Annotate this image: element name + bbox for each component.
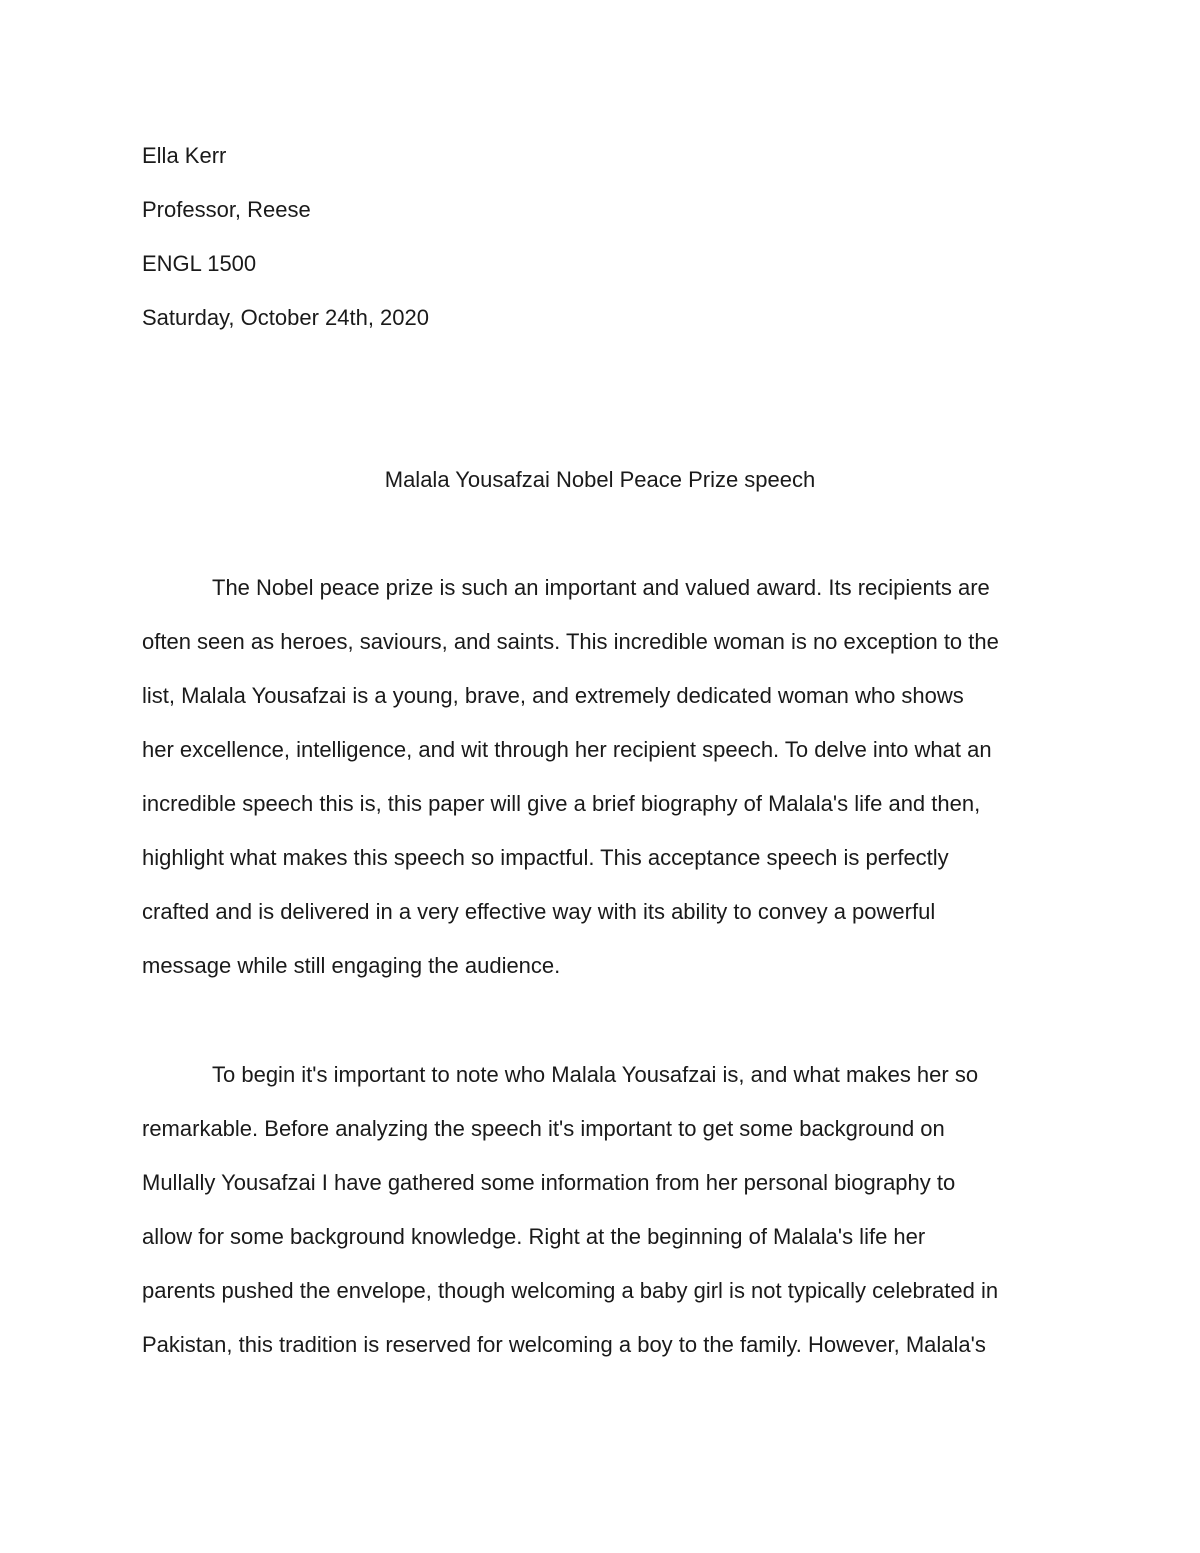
document-title: Malala Yousafzai Nobel Peace Prize speech: [384, 467, 816, 492]
paragraph-line: often seen as heroes, saviours, and saints. This incredible woman is no exception to the: [142, 629, 999, 654]
paragraph-line: To begin it's important to note who Malala Yousafzai is, and what makes her so: [212, 1062, 979, 1087]
professor-name: Professor, Reese: [142, 197, 311, 222]
submission-date: Saturday, October 24th, 2020: [142, 305, 429, 330]
paragraph-line: highlight what makes this speech so impactful. This acceptance speech is perfectly: [142, 845, 949, 870]
paragraph-line: parents pushed the envelope, though welcoming a baby girl is not typically celebrated in: [142, 1278, 999, 1303]
paragraph-line: incredible speech this is, this paper will give a brief biography of Malala's life and then,: [142, 791, 981, 816]
paragraph-line: allow for some background knowledge. Right at the beginning of Malala's life her: [142, 1224, 926, 1249]
paragraph-line: her excellence, intelligence, and wit through her recipient speech. To delve into what an: [142, 737, 992, 762]
paragraph-line: Mullally Yousafzai I have gathered some information from her personal biography to: [142, 1170, 956, 1195]
course-code: ENGL 1500: [142, 251, 257, 276]
paragraph-2: [142, 1048, 1060, 1372]
paragraph-1: [142, 561, 1060, 993]
paragraph-line: Pakistan, this tradition is reserved for welcoming a boy to the family. However, Malala's: [142, 1332, 986, 1357]
paragraph-line: remarkable. Before analyzing the speech it's important to get some background on: [142, 1116, 945, 1141]
paragraph-line: The Nobel peace prize is such an important and valued award. Its recipients are: [212, 575, 990, 600]
paragraph-line: list, Malala Yousafzai is a young, brave, and extremely dedicated woman who shows: [142, 683, 964, 708]
paragraph-line: message while still engaging the audience.: [142, 953, 561, 978]
author-name: Ella Kerr: [142, 143, 227, 168]
paragraph-line: crafted and is delivered in a very effective way with its ability to convey a powerful: [142, 899, 936, 924]
